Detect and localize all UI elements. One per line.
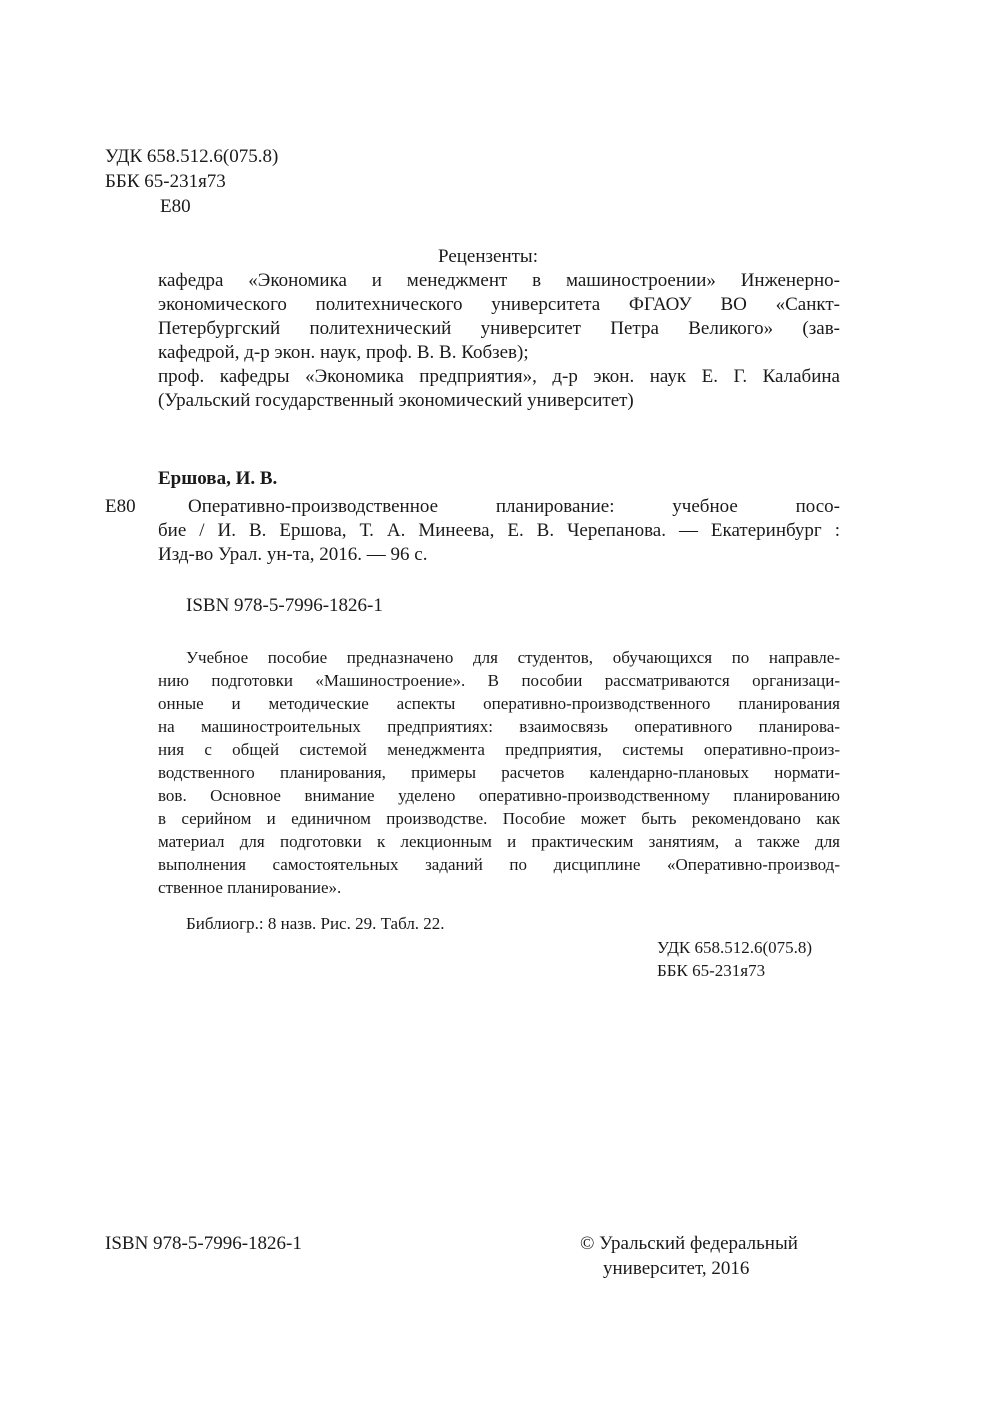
reviewers-line: кафедрой, д-р экон. наук, проф. В. В. Кобзев); (158, 342, 529, 363)
author-code: Е80 (160, 196, 191, 217)
annotation-line: нию подготовки «Машиностроение». В пособии рассматриваются организаци- (158, 671, 840, 690)
catalog-code: Е80 (105, 496, 136, 517)
copyright-line-2: университет, 2016 (603, 1258, 750, 1279)
catalog-description (158, 495, 840, 567)
annotation-line: вов. Основное внимание уделено оперативно-производственному планированию (158, 786, 840, 805)
reviewers-block (158, 269, 840, 413)
catalog-line: бие / И. В. Ершова, Т. А. Минеева, Е. В. Черепанова. — Екатеринбург : (158, 520, 840, 541)
udk-code: УДК 658.512.6(075.8) (105, 146, 279, 167)
reviewers-title: Рецензенты: (438, 246, 538, 267)
footer-isbn: ISBN 978-5-7996-1826-1 (105, 1233, 302, 1254)
annotation-udk: УДК 658.512.6(075.8) (657, 938, 813, 957)
annotation-line: ния с общей системой менеджмента предприятия, системы оперативно-произ- (158, 740, 840, 759)
annotation-line: в серийном и единичном производстве. Пособие может быть рекомендовано как (158, 809, 840, 828)
annotation-line: выполнения самостоятельных заданий по дисциплине «Оперативно-производ- (158, 855, 840, 874)
reviewers-line: Петербургский политехнический университет Петра Великого» (зав- (158, 318, 840, 339)
annotation-line: Учебное пособие предназначено для студентов, обучающихся по направле- (186, 648, 840, 667)
catalog-isbn: ISBN 978-5-7996-1826-1 (186, 595, 383, 616)
annotation-line: онные и методические аспекты оперативно-производственного планирования (158, 694, 840, 713)
annotation-line: материал для подготовки к лекционным и практическим занятиям, а также для (158, 832, 840, 851)
annotation-line: водственного планирования, примеры расчетов календарно-плановых нормати- (158, 763, 840, 782)
catalog-line: Оперативно-производственное планирование: учебное посо- (188, 496, 840, 517)
bibliography: Библиогр.: 8 назв. Рис. 29. Табл. 22. (186, 914, 445, 933)
reviewers-line: экономического политехнического университета ФГАОУ ВО «Санкт- (158, 294, 840, 315)
catalog-author: Ершова, И. В. (158, 468, 278, 489)
annotation-line: ственное планирование». (158, 878, 342, 897)
annotation-bbk: ББК 65-231я73 (657, 961, 766, 980)
reviewers-line: кафедра «Экономика и менеджмент в машиностроении» Инженерно- (158, 270, 840, 291)
copyright-line-1: © Уральский федеральный (580, 1233, 798, 1254)
catalog-line: Изд-во Урал. ун-та, 2016. — 96 с. (158, 544, 428, 565)
annotation (158, 646, 840, 899)
reviewers-line: (Уральский государственный экономический университет) (158, 390, 634, 411)
reviewers-line: проф. кафедры «Экономика предприятия», д-р экон. наук Е. Г. Калабина (158, 366, 840, 387)
bbk-code: ББК 65-231я73 (105, 171, 226, 192)
annotation-line: на машиностроительных предприятиях: взаимосвязь оперативного планирова- (158, 717, 840, 736)
